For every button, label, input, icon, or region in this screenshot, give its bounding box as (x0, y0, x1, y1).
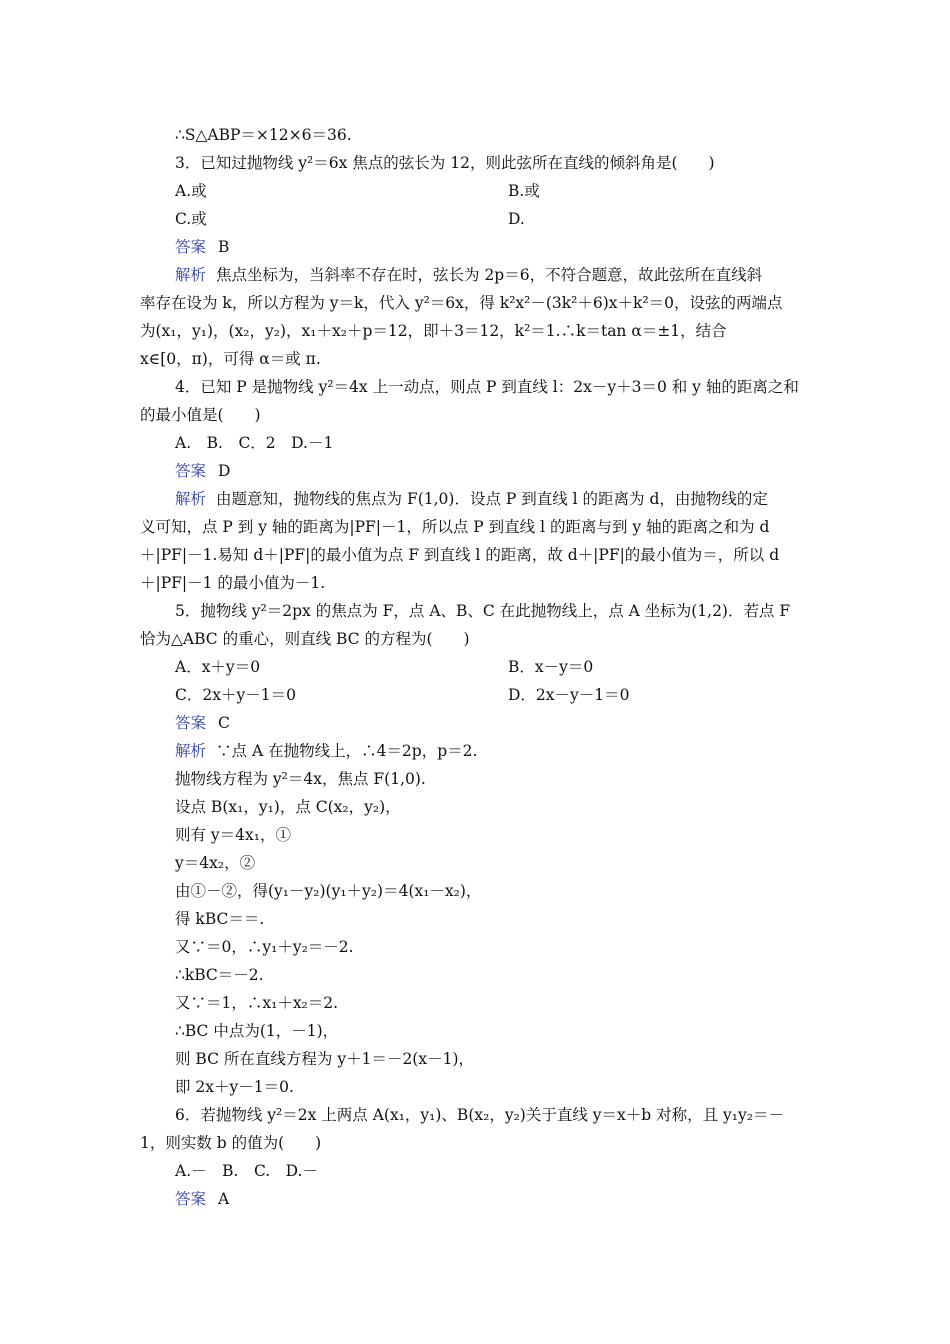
answer-value: A (218, 1190, 230, 1208)
analysis-line (175, 488, 768, 512)
text-line: ∴BC 中点为(1，－1)， (175, 1022, 339, 1040)
text-line: 1，则实数 b 的值为( ) (140, 1134, 322, 1152)
answer-value: B (218, 238, 230, 256)
answer-label: 答案 (175, 462, 207, 480)
option-a: A.或 (175, 182, 207, 200)
text-line: 得 kBC＝＝. (175, 910, 265, 928)
text-line: 的最小值是( ) (140, 406, 261, 424)
question-4: 4．已知 P 是抛物线 y²＝4x 上一动点，则点 P 到直线 l：2x－y＋3＝0 和 y 轴的距离之和 (175, 378, 799, 396)
option-c: C．2x＋y－1＝0 (175, 686, 296, 704)
answer-value: C (218, 714, 230, 732)
text-line: 为(x₁，y₁)，(x₂，y₂)，x₁＋x₂＋p＝12，即＋3＝12，k²＝1.∴k＝tan α＝±1，结合 (140, 322, 727, 340)
answer-label: 答案 (175, 238, 207, 256)
option-a: A．x＋y＝0 (175, 658, 261, 676)
question-5: 5．抛物线 y²＝2px 的焦点为 F，点 A、B、C 在此抛物线上，点 A 坐标为(1,2)．若点 F (175, 602, 791, 620)
analysis-text: 焦点坐标为，当斜率不存在时，弦长为 2p＝6，不符合题意，故此弦所在直线斜 (216, 266, 763, 284)
text-line: ∴kBC＝－2. (175, 966, 264, 984)
option-d: D. (508, 210, 525, 228)
text-line: 则 BC 所在直线方程为 y＋1＝－2(x－1)， (175, 1050, 474, 1068)
text-line: 义可知，点 P 到 y 轴的距离为|PF|－1，所以点 P 到直线 l 的距离与到 y 轴的距离之和为 d (140, 518, 770, 536)
analysis-label: 解析 (175, 266, 207, 284)
analysis-line (175, 740, 477, 764)
answer-line (175, 1188, 229, 1212)
option-c: C.或 (175, 210, 207, 228)
text-line: 设点 B(x₁，y₁)，点 C(x₂，y₂)， (175, 798, 401, 816)
text-line: 又∵＝1，∴x₁＋x₂＝2. (175, 994, 339, 1012)
analysis-text: 由题意知，抛物线的焦点为 F(1,0)．设点 P 到直线 l 的距离为 d，由抛物线的定 (216, 490, 768, 508)
analysis-label: 解析 (175, 490, 207, 508)
analysis-line (175, 264, 762, 288)
text-line: ∴S△ABP＝×12×6＝36. (175, 126, 352, 144)
analysis-label: 解析 (175, 742, 207, 760)
answer-label: 答案 (175, 714, 207, 732)
text-line: x∈[0，π)，可得 α＝或 π. (140, 350, 321, 368)
answer-line (175, 236, 229, 260)
answer-line (175, 712, 230, 736)
answer-line (175, 460, 230, 484)
text-line: 即 2x＋y－1＝0. (175, 1078, 294, 1096)
text-line: ＋|PF|－1 的最小值为－1. (140, 574, 326, 592)
answer-label: 答案 (175, 1190, 207, 1208)
text-line: 抛物线方程为 y²＝4x，焦点 F(1,0). (175, 770, 426, 788)
text-line: 恰为△ABC 的重心，则直线 BC 的方程为( ) (140, 630, 470, 648)
option-d: D．2x－y－1＝0 (508, 686, 630, 704)
options-line: A. B. C．2 D.－1 (175, 434, 334, 452)
text-line: 率存在设为 k，所以方程为 y＝k，代入 y²＝6x，得 k²x²－(3k²＋6)x＋k²＝0，设弦的两端点 (140, 294, 783, 312)
text-line: y＝4x₂，② (175, 854, 256, 872)
text-line: 则有 y＝4x₁，① (175, 826, 292, 844)
text-line: 由①－②，得(y₁－y₂)(y₁＋y₂)＝4(x₁－x₂)， (175, 882, 482, 900)
analysis-text: ∵点 A 在抛物线上，∴4＝2p，p＝2. (216, 742, 478, 760)
text-line: ＋|PF|－1.易知 d＋|PF|的最小值为点 F 到直线 l 的距离，故 d＋|PF|的最小值为＝，所以 d (140, 546, 780, 564)
answer-value: D (218, 462, 231, 480)
text-line: 又∵＝0，∴y₁＋y₂＝－2. (175, 938, 354, 956)
question-6: 6．若抛物线 y²＝2x 上两点 A(x₁，y₁)、B(x₂，y₂)关于直线 y＝x＋b 对称，且 y₁y₂＝－ (175, 1106, 784, 1124)
option-b: B．x－y＝0 (508, 658, 594, 676)
options-line: A.－ B. C. D.－ (175, 1162, 318, 1180)
question-3: 3．已知过抛物线 y²＝6x 焦点的弦长为 12，则此弦所在直线的倾斜角是( ) (175, 154, 715, 172)
option-b: B.或 (508, 182, 540, 200)
